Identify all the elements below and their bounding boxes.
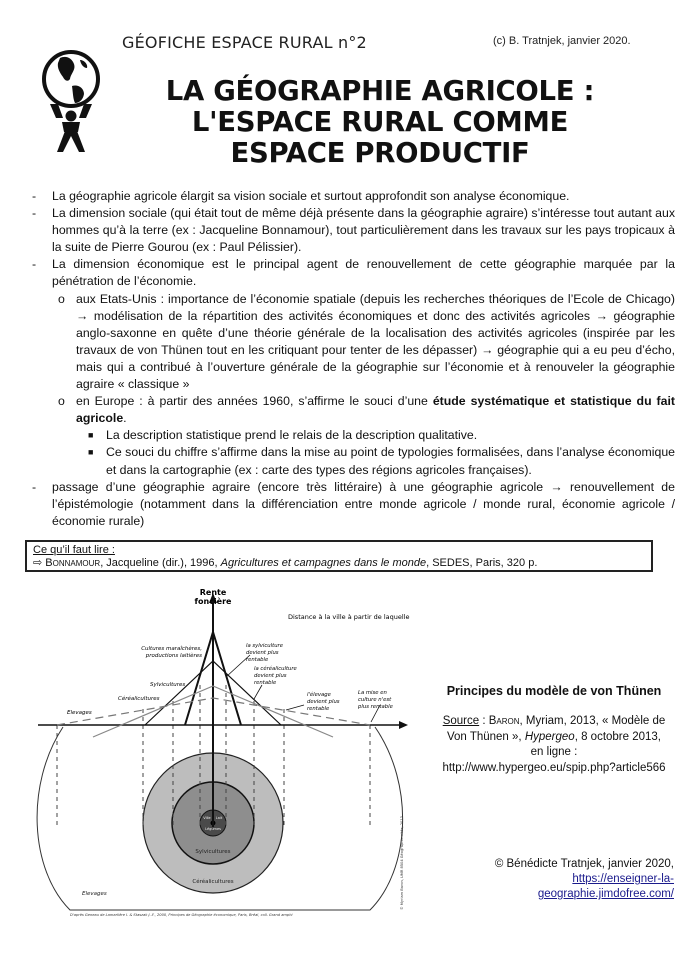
author-credit: © Bénédicte Tratnjek, janvier 2020, https://enseigner-la- geographie.jimdofree.com/ xyxy=(494,858,674,900)
svg-text:l'élevage: l'élevage xyxy=(307,692,331,698)
svg-text:Ville: Ville xyxy=(203,816,211,820)
list-item: ■ La description statistique prend le relais de la description qualitative. xyxy=(30,427,675,444)
svg-text:devient plus: devient plus xyxy=(254,673,287,679)
arrow-right-icon: ⇨ xyxy=(33,557,43,569)
svg-text:rentable: rentable xyxy=(246,657,269,663)
svg-text:Elevages: Elevages xyxy=(82,891,107,897)
reading-box xyxy=(25,540,653,572)
svg-text:Légumes: Légumes xyxy=(205,827,221,831)
reading-label: Ce qu’il faut lire : xyxy=(33,544,115,556)
svg-text:Céréalicultures: Céréalicultures xyxy=(192,879,234,885)
diagram-footer: D'après Geneau de Lamarlière I. & Staszak J.-F., 2000, Principes de Géographie économique, Paris, Bréal, coll. Grand amphi xyxy=(70,913,293,917)
svg-text:La mise en: La mise en xyxy=(358,690,387,696)
website-link[interactable]: https://enseigner-la- geographie.jimdofree.com/ xyxy=(537,873,674,900)
list-item: ■ Ce souci du chiffre s’affirme dans la mise au point de typologies formalisées, dans l’analyse économique et dans la cartographie (ex : carte des types des régions agricoles françaises). xyxy=(88,445,675,477)
svg-text:productions laitières: productions laitières xyxy=(145,653,202,659)
reference-author: Bonnamour xyxy=(45,557,101,569)
svg-text:plus rentable: plus rentable xyxy=(358,704,393,710)
dash-bullet-icon: - xyxy=(32,479,37,494)
svg-text:Céréalicultures: Céréalicultures xyxy=(118,696,160,702)
diagram-source: Source : Baron, Myriam, 2013, « Modèle de Von Thünen », Hypergeo, 8 octobre 2013, en ligne : http://www.hypergeo.eu/spip.php?article566 xyxy=(428,714,679,776)
reading-reference: ⇨ Bonnamour, Jacqueline (dir.), 1996, Agricultures et campagnes dans le monde, SEDES, Paris, 320 p. xyxy=(33,557,538,569)
y-axis-label: Rente xyxy=(199,588,227,597)
list-item: o aux Etats-Unis : importance de l’économie spatiale (depuis les recherches théoriques de l’Ecole de Chicago) → modélisation de la répartition des activités économiques et donc des activités agricoles → géographie anglo-saxonne en quête d’une théorie générale de la localisation des activités agricoles (inspirée par les travaux de von Thünen tout en les critiquant pour tenter de les dépasser) → géographie qui a eu peu d’écho, mais qui a contribué à l’ouverture générale de la géographie sur l’économie et à renouveler la géographie agraire « classique » xyxy=(58,291,675,392)
svg-text:rentable: rentable xyxy=(254,680,277,686)
svg-text:devient plus: devient plus xyxy=(307,699,340,705)
diagram-caption-title: Principes du modèle de von Thünen xyxy=(446,684,662,698)
list-item: - La géographie agricole élargit sa vision sociale et surtout approfondit son analyse économique. xyxy=(30,188,675,205)
svg-text:Cultures maraîchères,: Cultures maraîchères, xyxy=(141,646,202,652)
circle-bullet-icon: o xyxy=(58,291,65,306)
emphasis-text: étude systématique et statistique du fait agricole xyxy=(76,394,676,426)
title-line-2: L'ESPACE RURAL COMME xyxy=(191,106,569,138)
svg-text:Lait: Lait xyxy=(215,816,223,820)
svg-text:Sylvicultures: Sylvicultures xyxy=(195,849,231,855)
title-line-3: ESPACE PRODUCTIF xyxy=(230,137,530,169)
square-bullet-icon: ■ xyxy=(88,447,94,458)
atlas-carrying-globe-icon xyxy=(38,46,104,154)
svg-text:la céréaliculture: la céréaliculture xyxy=(254,666,297,672)
svg-text:foncière: foncière xyxy=(194,597,232,606)
header-copyright: (c) B. Tratnjek, janvier 2020. xyxy=(493,35,631,47)
svg-text:la sylviculture: la sylviculture xyxy=(246,643,283,649)
series-title: GÉOFICHE ESPACE RURAL n°2 xyxy=(122,33,367,52)
dash-bullet-icon: - xyxy=(32,206,37,221)
title-line-1: LA GÉOGRAPHIE AGRICOLE : xyxy=(165,75,595,107)
reference-title: Agricultures et campagnes dans le monde xyxy=(220,557,427,569)
square-bullet-icon: ■ xyxy=(88,430,94,441)
list-item: o en Europe : à partir des années 1960, s’affirme le souci d’une étude systématique et statistique du fait agricole. xyxy=(58,394,676,426)
dash-bullet-icon: - xyxy=(32,189,37,203)
list-item: - La dimension économique est le principal agent de renouvellement de cette géographie marquée par la pénétration de l’économie. xyxy=(32,257,675,289)
von-thunen-diagram xyxy=(30,585,420,920)
distance-label: Distance à la ville à partir de laquelle xyxy=(288,613,410,621)
circle-bullet-icon: o xyxy=(58,394,65,409)
list-item: - passage d’une géographie agraire (encore très littéraire) à une géographie agricole → renouvellement de l’épistémologie (notamment dans la différenciation entre monde agricole / monde rural, économie agricole / économie rurale) xyxy=(32,479,675,528)
dash-bullet-icon: - xyxy=(32,257,37,272)
body-outline xyxy=(30,188,675,530)
source-url: http://www.hypergeo.eu/spip.php?article566 xyxy=(442,761,666,774)
diagram-side-credit: © Myriam Baron, UMR 8504 Géographie-cités, 2013 xyxy=(400,816,404,910)
svg-text:culture n'est: culture n'est xyxy=(358,697,392,703)
list-item: - La dimension sociale (qui était tout de même déjà présente dans la géographie agraire) s’intéresse tout autant aux hommes qu’à la terre (ex : Jacqueline Bonnamour), tout particulièrement dans les travaux sur les pays tropicaux à la suite de Pierre Gourou (ex : Paul Pélissier). xyxy=(32,206,675,255)
svg-text:Sylvicultures: Sylvicultures xyxy=(150,682,186,688)
svg-text:rentable: rentable xyxy=(307,706,330,712)
page-title xyxy=(130,76,630,169)
svg-text:Elevages: Elevages xyxy=(67,710,92,716)
svg-text:devient plus: devient plus xyxy=(246,650,279,656)
